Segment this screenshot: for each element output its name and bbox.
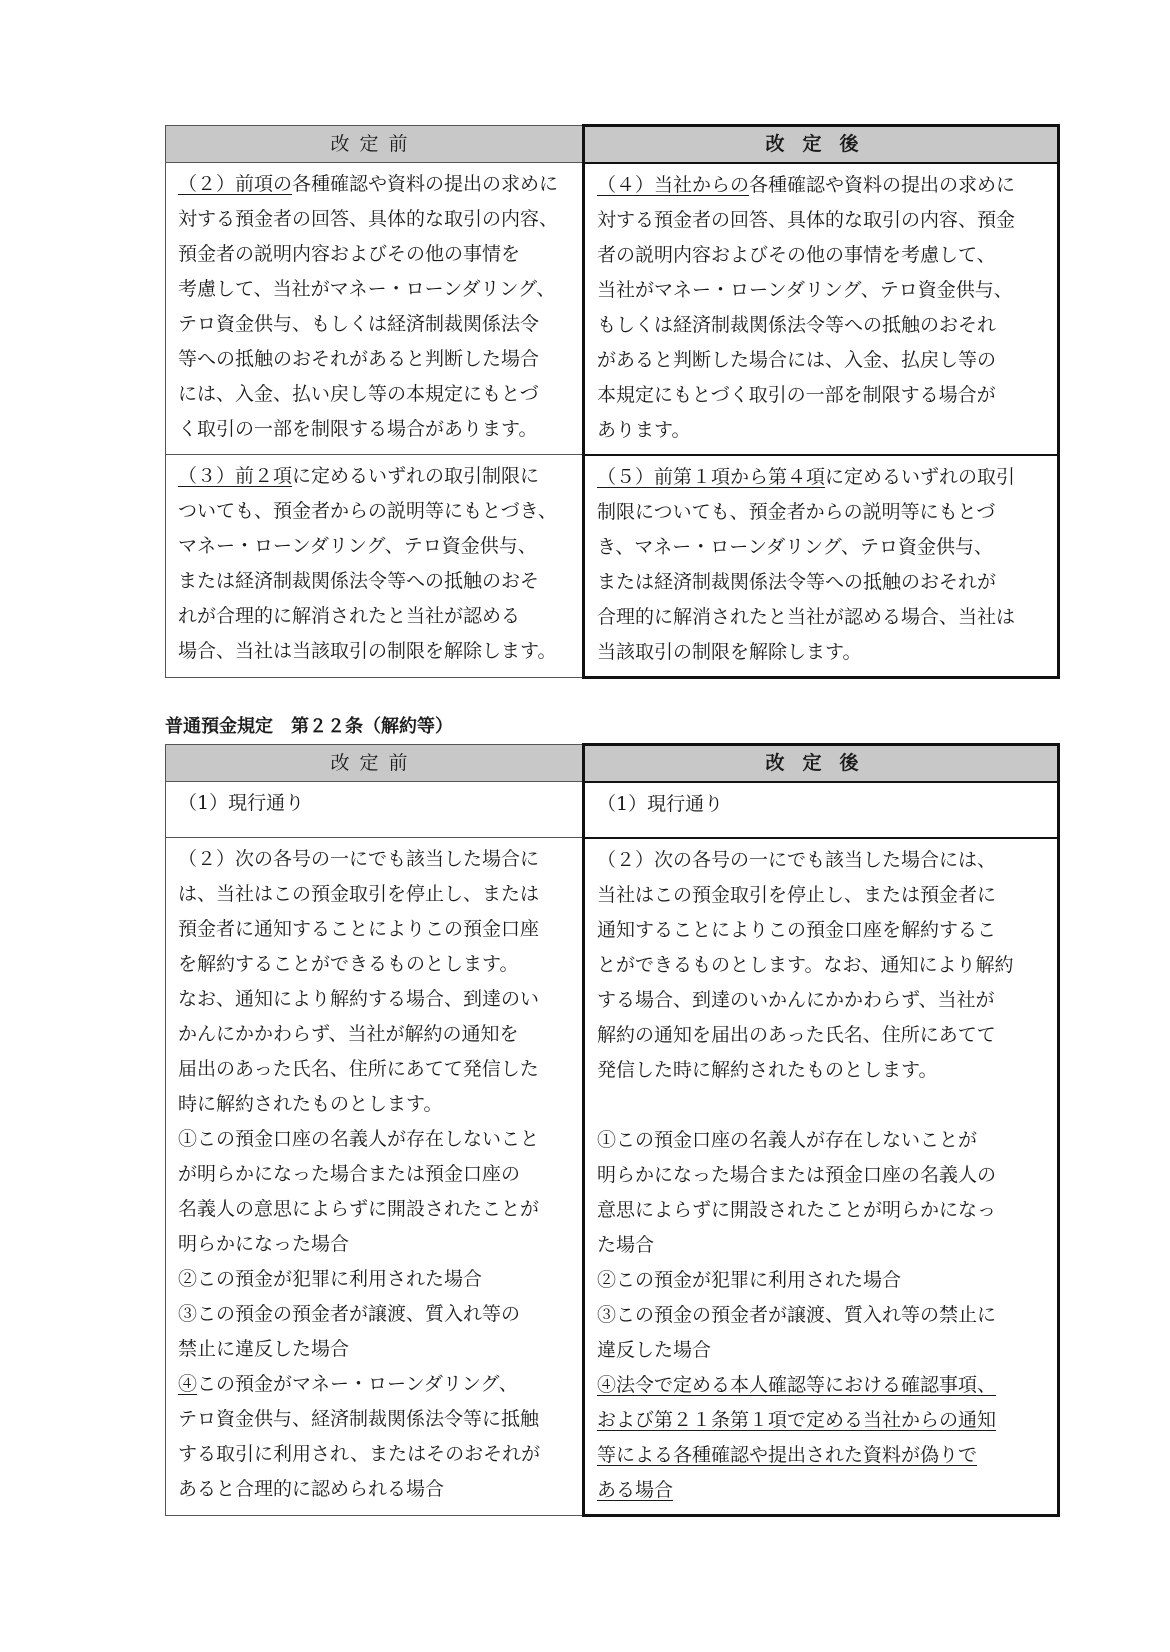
text-line: [597, 203, 1051, 238]
text-segment: マネー・ローンダリング、テロ資金供与、: [178, 535, 537, 557]
text-segment: に定めるいずれの取引: [825, 465, 1016, 488]
amended-text: （５）前第１項から第４項: [597, 465, 826, 488]
text-segment: 合理的に解消されたと当社が認める場合、当社は: [597, 605, 1016, 628]
text-segment: 明らかになった場合: [178, 1233, 350, 1255]
text-segment: 当社はこの預金取引を停止し、または預金者に: [597, 883, 997, 906]
text-line: [178, 307, 576, 342]
text-line: [178, 377, 576, 412]
table-header-row: [166, 126, 1059, 163]
text-segment: き、マネー・ローンダリング、テロ資金供与、: [597, 535, 993, 558]
amended-text: （４）当社からの: [597, 173, 750, 196]
text-segment: とができるものとします。なお、通知により解約: [597, 953, 1014, 976]
text-line: [597, 168, 1051, 203]
text-segment: 意思によらずに開設されたことが明らかになっ: [597, 1198, 997, 1221]
cell-after: [584, 782, 1059, 838]
text-segment: 者の説明内容およびその他の事情を考慮して、: [597, 243, 996, 266]
text-line: [597, 1333, 1051, 1368]
text-segment: ①この預金口座の名義人が存在しないことが: [597, 1128, 978, 1151]
amended-text: 等による各種確認や提出された資料が偽りで: [597, 1443, 978, 1466]
text-line: [597, 273, 1051, 308]
text-line: [597, 1438, 1051, 1473]
text-segment: た場合: [597, 1233, 655, 1256]
text-line: [597, 983, 1051, 1018]
text-line: [597, 1368, 1051, 1403]
text-line: [597, 1053, 1051, 1088]
text-line: [597, 1123, 1051, 1158]
amended-text: （２）前項の: [178, 173, 293, 195]
text-segment: 預金者の説明内容およびその他の事情を: [178, 243, 521, 265]
text-segment: する場合、到達のいかんにかかわらず、当社が: [597, 988, 995, 1011]
text-segment: かんにかかわらず、当社が解約の通知を: [178, 1023, 519, 1045]
text-segment: 場合、当社は当該取引の制限を解除します。: [178, 640, 557, 662]
text-line: [178, 599, 576, 634]
text-line: [597, 787, 1051, 822]
text-line: [597, 913, 1051, 948]
text-line: [597, 343, 1051, 378]
text-segment: 各種確認や資料の提出の求めに: [749, 173, 1016, 196]
text-line: [597, 948, 1051, 983]
text-segment: ②この預金が犯罪に利用された場合: [178, 1268, 483, 1290]
text-line: [178, 1087, 576, 1122]
text-segment: 届出のあった氏名、住所にあてて発信した: [178, 1058, 539, 1080]
text-segment: 各種確認や資料の提出の求めに: [292, 173, 559, 195]
text-line: [178, 842, 576, 877]
text-segment: あると合理的に認められる場合: [178, 1478, 445, 1500]
text-line: [597, 1403, 1051, 1438]
text-segment: 発信した時に解約されたものとします。: [597, 1058, 938, 1081]
amended-text: ある場合: [597, 1478, 674, 1501]
text-segment: （1）現行通り: [597, 792, 724, 815]
text-segment: または経済制裁関係法令等への抵触のおそ: [178, 570, 540, 592]
text-line: [178, 1332, 576, 1367]
text-segment: ①この預金口座の名義人が存在しないこと: [178, 1128, 540, 1150]
cell-after: [584, 455, 1059, 678]
text-segment: する取引に利用され、またはそのおそれが: [178, 1443, 541, 1465]
text-segment: 本規定にもとづく取引の一部を制限する場合が: [597, 383, 996, 406]
text-line: [597, 460, 1051, 495]
text-segment: ②この預金が犯罪に利用された場合: [597, 1268, 902, 1291]
text-line: [178, 1262, 576, 1297]
text-line: [178, 1017, 576, 1052]
text-segment: 当社がマネー・ローンダリング、テロ資金供与、: [597, 278, 1013, 301]
text-line: [597, 1298, 1051, 1333]
text-segment: 名義人の意思によらずに開設されたことが: [178, 1198, 540, 1220]
text-segment: ③この預金の預金者が譲渡、質入れ等の禁止に: [597, 1303, 997, 1326]
text-segment: なお、通知により解約する場合、到達のい: [178, 988, 540, 1010]
text-line: [597, 378, 1051, 413]
amended-text: （３）前２項: [178, 465, 293, 487]
text-segment: 通知することによりこの預金口座を解約するこ: [597, 918, 997, 941]
text-line: [178, 634, 576, 669]
text-line: [597, 600, 1051, 635]
text-segment: あります。: [597, 418, 691, 441]
text-line: [178, 272, 576, 307]
amended-text: ④: [178, 1373, 198, 1395]
text-line: [178, 412, 576, 447]
text-segment: が明らかになった場合または預金口座の: [178, 1163, 521, 1185]
text-segment: （1）現行通り: [178, 792, 305, 814]
table-row: [166, 782, 1059, 838]
text-line: [178, 1157, 576, 1192]
text-line: [597, 1228, 1051, 1263]
text-line: [178, 982, 576, 1017]
text-line: [178, 1192, 576, 1227]
text-segment: もしくは経済制裁関係法令等への抵触のおそれ: [597, 313, 997, 336]
text-segment: 対する預金者の回答、具体的な取引の内容、預金: [597, 208, 1016, 231]
text-line: [597, 843, 1051, 878]
header-before: 改定前: [166, 126, 584, 163]
text-line: [178, 1437, 576, 1472]
text-line: [597, 565, 1051, 600]
text-segment: があると判断した場合には、入金、払戻し等の: [597, 348, 997, 371]
cell-before: [166, 163, 584, 455]
text-line: [597, 635, 1051, 670]
cell-after: [584, 163, 1059, 455]
text-line: [597, 1158, 1051, 1193]
cell-before: [166, 782, 584, 838]
text-segment: れが合理的に解消されたと当社が認める: [178, 605, 521, 627]
header-after: 改定後: [584, 745, 1059, 782]
text-line: [178, 202, 576, 237]
text-line: [597, 1263, 1051, 1298]
header-after: 改定後: [584, 126, 1059, 163]
text-line: [597, 1193, 1051, 1228]
text-line: [597, 878, 1051, 913]
text-segment: ③この預金の預金者が譲渡、質入れ等の: [178, 1303, 521, 1325]
text-line: [178, 1122, 576, 1157]
text-segment: （２）次の各号の一にでも該当した場合には、: [597, 848, 997, 871]
cell-before: [166, 838, 584, 1516]
text-line: [597, 530, 1051, 565]
text-line: [597, 495, 1051, 530]
text-line: [178, 1052, 576, 1087]
text-line: [178, 167, 576, 202]
text-segment: 制限についても、預金者からの説明等にもとづ: [597, 500, 996, 523]
text-line: [178, 947, 576, 982]
text-segment: この預金がマネー・ローンダリング、: [197, 1373, 518, 1395]
text-segment: 明らかになった場合または預金口座の名義人の: [597, 1163, 997, 1186]
text-segment: 対する預金者の回答、具体的な取引の内容、: [178, 208, 559, 230]
text-line: [178, 786, 576, 821]
text-line: [178, 1472, 576, 1507]
table-row: [166, 455, 1059, 678]
text-segment: 当該取引の制限を解除します。: [597, 640, 862, 663]
text-line: [178, 912, 576, 947]
text-segment: く取引の一部を制限する場合があります。: [178, 418, 538, 440]
comparison-table-2: [165, 743, 1060, 1517]
text-segment: テロ資金供与、経済制裁関係法令等に抵触: [178, 1408, 540, 1430]
text-line: [178, 564, 576, 599]
text-segment: 考慮して、当社がマネー・ローンダリング、: [178, 278, 556, 300]
table-header-row: [166, 745, 1059, 782]
text-line: [597, 308, 1051, 343]
text-line: [178, 237, 576, 272]
text-segment: テロ資金供与、もしくは経済制裁関係法令: [178, 313, 540, 335]
text-segment: 解約の通知を届出のあった氏名、住所にあてて: [597, 1023, 996, 1046]
text-segment: 禁止に違反した場合: [178, 1338, 350, 1360]
text-line: [178, 342, 576, 377]
table-row: [166, 163, 1059, 455]
text-line: [597, 1088, 1051, 1123]
text-segment: に定めるいずれの取引制限に: [292, 465, 540, 487]
header-before: 改定前: [166, 745, 584, 782]
text-line: [178, 1227, 576, 1262]
text-line: [597, 1473, 1051, 1508]
text-line: [178, 1402, 576, 1437]
text-line: [178, 529, 576, 564]
text-segment: 預金者に通知することによりこの預金口座: [178, 918, 540, 940]
text-segment: には、入金、払い戻し等の本規定にもとづ: [178, 383, 539, 405]
cell-after: [584, 838, 1059, 1516]
text-segment: （２）次の各号の一にでも該当した場合に: [178, 848, 540, 870]
section-title: 普通預金規定 第２２条（解約等）: [165, 716, 453, 737]
comparison-table-1: [165, 124, 1060, 679]
amended-text: ④法令で定める本人確認等における確認事項、: [597, 1373, 997, 1396]
text-line: [178, 459, 576, 494]
text-line: [597, 413, 1051, 448]
text-line: [178, 1297, 576, 1332]
text-line: [178, 877, 576, 912]
amended-text: および第２１条第１項で定める当社からの通知: [597, 1408, 997, 1431]
text-line: [178, 1367, 576, 1402]
text-segment: は、当社はこの預金取引を停止し、または: [178, 883, 540, 905]
text-segment: ついても、預金者からの説明等にもとづき、: [178, 500, 557, 522]
text-segment: 等への抵触のおそれがあると判断した場合: [178, 348, 540, 370]
text-line: [597, 238, 1051, 273]
table-row: [166, 838, 1059, 1516]
text-line: [597, 1018, 1051, 1053]
text-segment: 違反した場合: [597, 1338, 712, 1361]
text-line: [178, 494, 576, 529]
cell-before: [166, 455, 584, 678]
text-segment: を解約することができるものとします。: [178, 953, 519, 975]
text-segment: または経済制裁関係法令等への抵触のおそれが: [597, 570, 997, 593]
text-segment: 時に解約されたものとします。: [178, 1093, 443, 1115]
